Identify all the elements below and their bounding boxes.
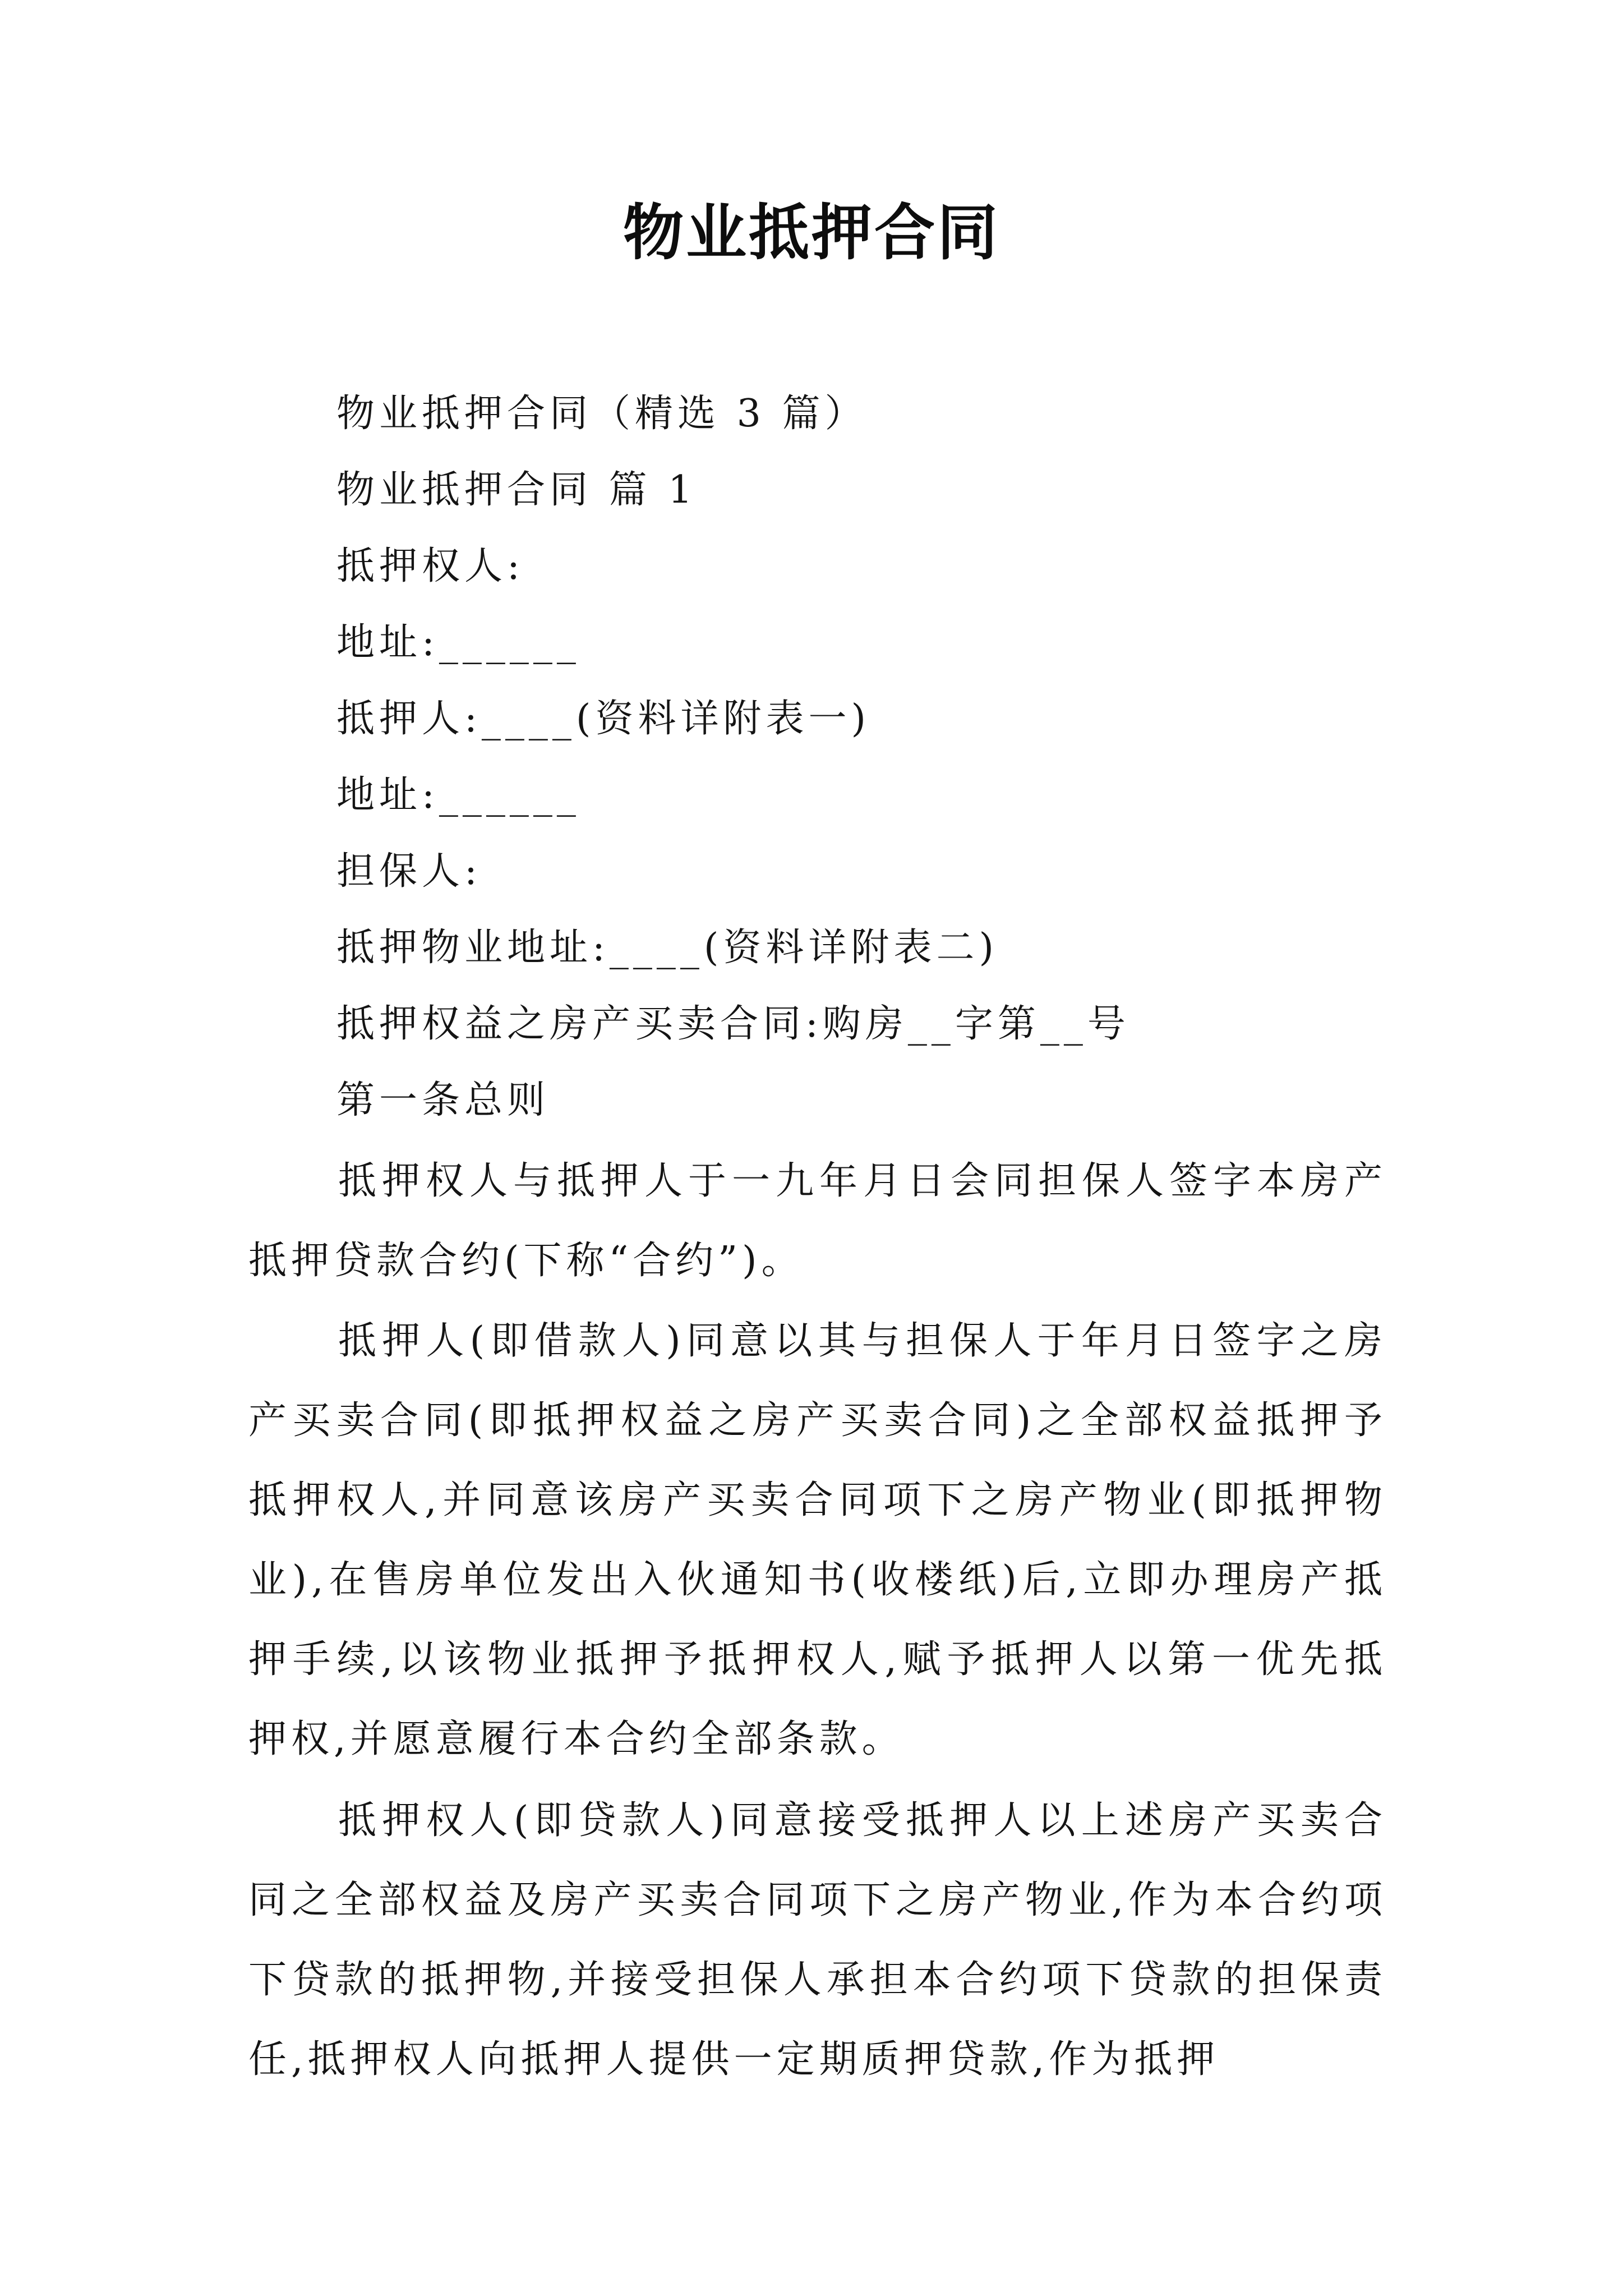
mortgagor-field: 抵押人:____(资料详附表一) — [336, 697, 870, 741]
mortgagor-address-field: 地址:______ — [336, 773, 580, 817]
body-paragraph: 抵押人(即借款人)同意以其与担保人于年月日签字之房产买卖合同(即抵押权益之房产买卖合同)之全部权益抵押予抵押权人,并同意该房产买卖合同项下之房产物业(即抵押物业),在售房单位发出入伙通知书(收楼纸)后,立即办理房产抵押手续,以该物业抵押予抵押权人,赋予抵押人以第一优先抵押权,并愿意履行本合约全部条款。 — [248, 1319, 1387, 1761]
article-heading: 第一条总则 — [336, 1078, 550, 1122]
body-paragraph: 抵押权人与抵押人于一九年月日会同担保人签字本房产抵押贷款合约(下称“合约”)。 — [248, 1159, 1387, 1283]
document-subtitle: 物业抵押合同（精选 3 篇） — [336, 392, 868, 436]
body-paragraph: 抵押权人(即贷款人)同意接受抵押人以上述房产买卖合同之全部权益及房产买卖合同项下之房产物业,作为本合约项下贷款的抵押物,并接受担保人承担本合约项下贷款的担保责任,抵押权人向抵押人提供一定期质押贷款,作为抵押 — [248, 1798, 1387, 2082]
section-heading: 物业抵押合同 篇 1 — [336, 468, 697, 512]
guarantor-label: 担保人: — [336, 849, 482, 894]
mortgagee-label: 抵押权人: — [336, 544, 524, 588]
mortgagee-address-field: 地址:______ — [336, 620, 580, 665]
property-address-field: 抵押物业地址:____(资料详附表二) — [336, 926, 998, 970]
sale-contract-field: 抵押权益之房产买卖合同:购房__字第__号 — [336, 1002, 1130, 1046]
document-title: 物业抵押合同 — [623, 197, 1000, 268]
